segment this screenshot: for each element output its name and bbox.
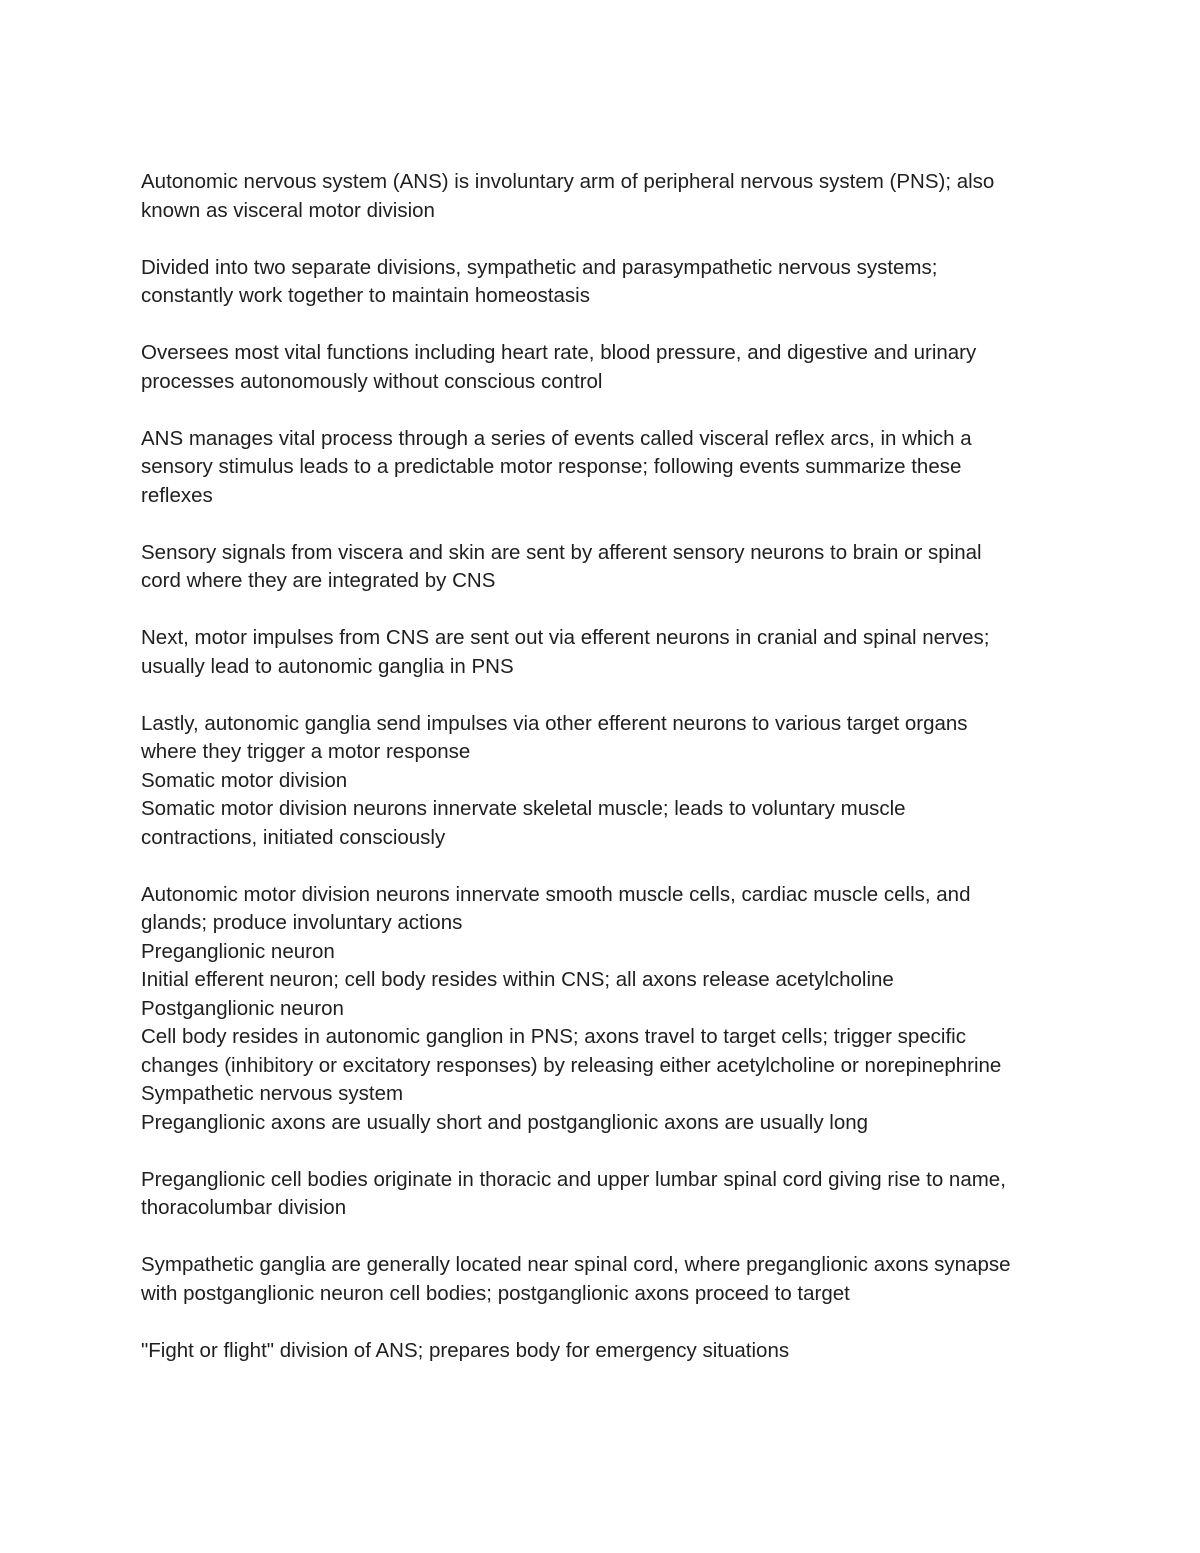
paragraph-gap <box>141 1308 1071 1337</box>
text-line: Initial efferent neuron; cell body resides within CNS; all axons release acetylcholine <box>141 968 894 991</box>
text-line: Sensory signals from viscera and skin are sent by afferent sensory neurons to brain or spinal <box>141 540 982 564</box>
text-line: cord where they are integrated by CNS <box>141 569 496 592</box>
text-line: contractions, initiated consciously <box>141 825 446 849</box>
text-line: Autonomic nervous system (ANS) is involuntary arm of peripheral nervous system (PNS); also <box>141 170 995 193</box>
text-line: Preganglionic cell bodies originate in thoracic and upper lumbar spinal cord giving rise to name, <box>141 1167 1006 1191</box>
paragraph-gap <box>141 311 1071 340</box>
text-line: thoracolumbar division <box>141 1196 347 1219</box>
paragraph-gap <box>141 852 1071 881</box>
text-line: ANS manages vital process through a series of events called visceral reflex arcs, in which a <box>141 426 972 450</box>
text-line: Preganglionic neuron <box>141 939 335 963</box>
paragraph-gap <box>141 681 1071 710</box>
paragraph-gap <box>141 1137 1071 1166</box>
paragraph-gap <box>141 510 1071 539</box>
paragraph-gap <box>141 225 1071 254</box>
document-body <box>141 168 1071 1365</box>
text-line: glands; produce involuntary actions <box>141 911 463 934</box>
text-line: usually lead to autonomic ganglia in PNS <box>141 654 514 678</box>
text-line: processes autonomously without conscious control <box>141 369 603 393</box>
text-line: Somatic motor division <box>141 768 348 792</box>
paragraph-gap <box>141 596 1071 625</box>
text-line: known as visceral motor division <box>141 198 435 222</box>
text-line: Divided into two separate divisions, sympathetic and parasympathetic nervous systems; <box>141 255 938 279</box>
text-line: Oversees most vital functions including heart rate, blood pressure, and digestive and urinary <box>141 341 977 364</box>
text-line: Sympathetic nervous system <box>141 1082 404 1105</box>
text-line: Lastly, autonomic ganglia send impulses via other efferent neurons to various target organs <box>141 711 968 735</box>
paragraph-gap <box>141 396 1071 425</box>
text-line: with postganglionic neuron cell bodies; postganglionic axons proceed to target <box>141 1281 850 1305</box>
text-line: Postganglionic neuron <box>141 996 344 1020</box>
text-line: Preganglionic axons are usually short and postganglionic axons are usually long <box>141 1110 869 1134</box>
text-line: reflexes <box>141 483 213 507</box>
text-line: changes (inhibitory or excitatory responses) by releasing either acetylcholine or norepinephrine <box>141 1053 1002 1077</box>
text-line: Sympathetic ganglia are generally located near spinal cord, where preganglionic axons synapse <box>141 1253 1011 1276</box>
text-line: Cell body resides in autonomic ganglion in PNS; axons travel to target cells; trigger specific <box>141 1025 966 1048</box>
text-line: Autonomic motor division neurons innervate smooth muscle cells, cardiac muscle cells, and <box>141 882 971 906</box>
text-line: Somatic motor division neurons innervate skeletal muscle; leads to voluntary muscle <box>141 797 906 820</box>
text-line: where they trigger a motor response <box>141 740 471 763</box>
text-line: constantly work together to maintain homeostasis <box>141 284 590 307</box>
text-line: sensory stimulus leads to a predictable motor response; following events summarize these <box>141 455 962 478</box>
paragraph-gap <box>141 1223 1071 1252</box>
text-line: Next, motor impulses from CNS are sent out via efferent neurons in cranial and spinal nerves; <box>141 626 990 649</box>
text-line: "Fight or flight" division of ANS; prepares body for emergency situations <box>141 1338 790 1362</box>
